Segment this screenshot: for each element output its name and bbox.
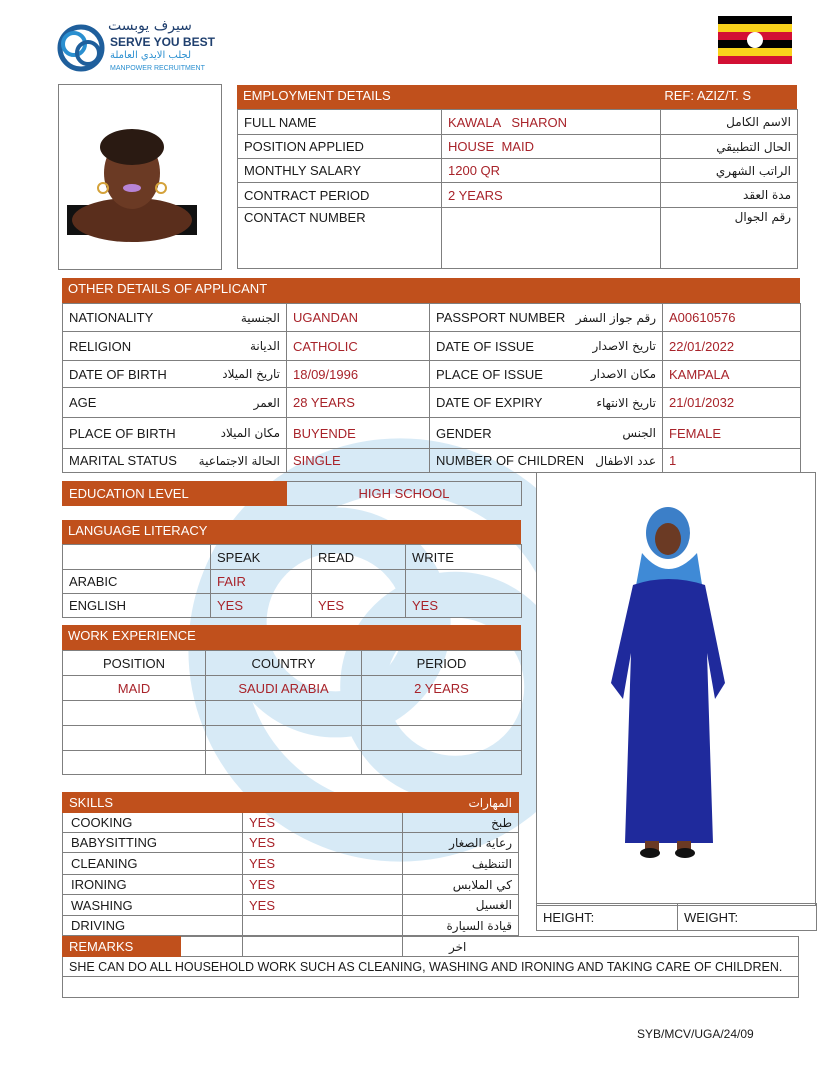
logo-emblem <box>56 20 106 76</box>
religion-arabic: الديانة <box>249 339 280 353</box>
date-of-issue-value: 22/01/2022 <box>663 332 801 361</box>
gender-arabic: الجنس <box>622 426 656 440</box>
arabic-read-value <box>312 570 406 594</box>
reference-number: REF: AZIZ/T. S <box>664 88 751 103</box>
other-skill-cell <box>403 937 799 957</box>
remarks-table <box>62 936 799 998</box>
write-column-header: WRITE <box>406 545 522 570</box>
country-column-header: COUNTRY <box>206 651 362 676</box>
number-of-children-value: 1 <box>663 449 801 473</box>
cooking-value: YES <box>243 813 403 833</box>
skills-header-arabic: المهارات <box>403 793 519 813</box>
skills-table <box>62 792 519 936</box>
work-period-value: 2 YEARS <box>362 676 522 701</box>
work-experience-title: WORK EXPERIENCE <box>68 628 196 643</box>
logo-english-name: SERVE YOU BEST <box>110 35 215 49</box>
position-column-header: POSITION <box>63 651 206 676</box>
nationality-value: UGANDAN <box>287 304 430 332</box>
language-literacy-title: LANGUAGE LITERACY <box>68 523 208 538</box>
work-empty-row <box>63 751 522 775</box>
passport-number-value: A00610576 <box>663 304 801 332</box>
work-empty-row <box>63 701 522 726</box>
work-experience-table <box>62 650 522 775</box>
religion-label: RELIGION <box>69 338 132 354</box>
babysitting-arabic: رعاية الصغار <box>403 833 519 853</box>
employment-details-header <box>237 85 797 109</box>
english-read-value: YES <box>312 594 406 618</box>
contact-number-arabic: رقم الجوال <box>661 208 798 269</box>
place-of-birth-arabic: مكان الميلاد <box>220 426 280 440</box>
age-value: 28 YEARS <box>287 388 430 418</box>
portrait-photo <box>58 84 222 270</box>
other-details-title: OTHER DETAILS OF APPLICANT <box>68 281 268 296</box>
cleaning-value: YES <box>243 853 403 875</box>
position-applied-label: POSITION APPLIED <box>238 135 442 159</box>
passport-number-label: PASSPORT NUMBER <box>436 310 566 325</box>
monthly-salary-value: 1200 QR <box>442 159 661 183</box>
cleaning-label: CLEANING <box>63 853 243 875</box>
gender-label: GENDER <box>436 425 492 441</box>
education-level-table <box>62 481 522 506</box>
work-country-value: SAUDI ARABIA <box>206 676 362 701</box>
full-body-photo <box>536 472 816 906</box>
other-details-header <box>62 278 800 303</box>
ironing-label: IRONING <box>63 875 243 895</box>
place-of-birth-label: PLACE OF BIRTH <box>69 425 176 441</box>
place-of-birth-value: BUYENDE <box>287 418 430 449</box>
work-empty-row <box>63 726 522 751</box>
babysitting-label: BABYSITTING <box>63 833 243 853</box>
english-speak-value: YES <box>211 594 312 618</box>
full-name-arabic: الاسم الكامل <box>661 110 798 135</box>
washing-arabic: الغسيل <box>403 895 519 916</box>
driving-arabic: قيادة السيارة <box>403 916 519 936</box>
logo-arabic-name: سيرف يوبست <box>108 18 192 34</box>
logo-english-tagline: MANPOWER RECRUITMENT <box>110 65 205 72</box>
driving-label: DRIVING <box>63 916 243 936</box>
remarks-header: REMARKS <box>63 937 181 957</box>
english-write-value: YES <box>406 594 522 618</box>
contract-period-value: 2 YEARS <box>442 183 661 208</box>
place-of-issue-value: KAMPALA <box>663 361 801 388</box>
nationality-label: NATIONALITY <box>69 310 154 325</box>
other-skill-arabic: اخر <box>449 940 467 954</box>
cleaning-arabic: التنظيف <box>403 853 519 875</box>
ironing-value: YES <box>243 875 403 895</box>
arabic-write-value <box>406 570 522 594</box>
date-of-birth-label: DATE OF BIRTH <box>69 366 167 382</box>
work-position-value: MAID <box>63 676 206 701</box>
education-level-label: EDUCATION LEVEL <box>63 482 287 506</box>
cooking-label: COOKING <box>63 813 243 833</box>
full-name-label: FULL NAME <box>238 110 442 135</box>
employment-details-title: EMPLOYMENT DETAILS <box>243 88 391 103</box>
date-of-expiry-arabic: تاريخ الانتهاء <box>596 395 656 410</box>
date-of-expiry-label: DATE OF EXPIRY <box>436 395 543 410</box>
uganda-flag-icon <box>718 16 792 64</box>
position-applied-arabic: الحال التطبيقي <box>661 135 798 159</box>
number-of-children-label: NUMBER OF CHILDREN <box>436 453 585 468</box>
washing-value: YES <box>243 895 403 916</box>
other-details-table <box>62 303 801 473</box>
contract-period-arabic: مدة العقد <box>661 183 798 208</box>
english-language-label: ENGLISH <box>63 594 211 618</box>
place-of-issue-arabic: مكان الاصدار <box>590 367 656 381</box>
position-applied-value: HOUSE MAID <box>442 135 661 159</box>
remarks-empty-row <box>63 977 799 998</box>
arabic-language-label: ARABIC <box>63 570 211 594</box>
place-of-issue-label: PLACE OF ISSUE <box>436 366 543 382</box>
employment-details-table <box>237 109 798 269</box>
age-arabic: العمر <box>253 395 280 410</box>
company-logo <box>56 18 216 78</box>
work-experience-header <box>62 625 521 650</box>
language-literacy-table <box>62 544 522 618</box>
date-of-birth-arabic: تاريخ الميلاد <box>222 367 280 381</box>
arabic-speak-value: FAIR <box>211 570 312 594</box>
gender-value: FEMALE <box>663 418 801 449</box>
speak-column-header: SPEAK <box>211 545 312 570</box>
monthly-salary-label: MONTHLY SALARY <box>238 159 442 183</box>
monthly-salary-arabic: الراتب الشهري <box>661 159 798 183</box>
full-name-value: KAWALA SHARON <box>442 110 661 135</box>
contact-number-label: CONTACT NUMBER <box>238 208 442 269</box>
height-label: HEIGHT: <box>537 904 678 931</box>
skills-header <box>63 793 403 813</box>
measurements-table <box>536 903 817 931</box>
marital-status-arabic: الحالة الاجتماعية <box>198 453 280 468</box>
babysitting-value: YES <box>243 833 403 853</box>
driving-value <box>243 916 403 936</box>
read-column-header: READ <box>312 545 406 570</box>
date-of-issue-label: DATE OF ISSUE <box>436 338 534 354</box>
weight-label: WEIGHT: <box>678 904 817 931</box>
nationality-arabic: الجنسية <box>240 310 280 325</box>
age-label: AGE <box>69 395 97 410</box>
education-level-value: HIGH SCHOOL <box>287 482 522 506</box>
marital-status-value: SINGLE <box>287 449 430 473</box>
passport-number-arabic: رقم جواز السفر <box>575 310 656 325</box>
religion-value: CATHOLIC <box>287 332 430 361</box>
document-code: SYB/MCV/UGA/24/09 <box>637 1027 754 1041</box>
washing-label: WASHING <box>63 895 243 916</box>
period-column-header: PERIOD <box>362 651 522 676</box>
remarks-text: SHE CAN DO ALL HOUSEHOLD WORK SUCH AS CLEANING, WASHING AND IRONING AND TAKING CARE OF CHILDREN. <box>63 957 799 977</box>
skills-title: SKILLS <box>69 795 114 810</box>
date-of-birth-value: 18/09/1996 <box>287 361 430 388</box>
ironing-arabic: كي الملابس <box>403 875 519 895</box>
number-of-children-arabic: عدد الاطفال <box>595 453 656 468</box>
date-of-issue-arabic: تاريخ الاصدار <box>592 339 656 353</box>
logo-arabic-tagline: لجلب الايدي العاملة <box>110 50 192 61</box>
language-literacy-header <box>62 520 521 544</box>
date-of-expiry-value: 21/01/2032 <box>663 388 801 418</box>
cooking-arabic: طبخ <box>403 813 519 833</box>
marital-status-label: MARITAL STATUS <box>69 453 177 468</box>
contact-number-value <box>442 208 661 269</box>
contract-period-label: CONTRACT PERIOD <box>238 183 442 208</box>
